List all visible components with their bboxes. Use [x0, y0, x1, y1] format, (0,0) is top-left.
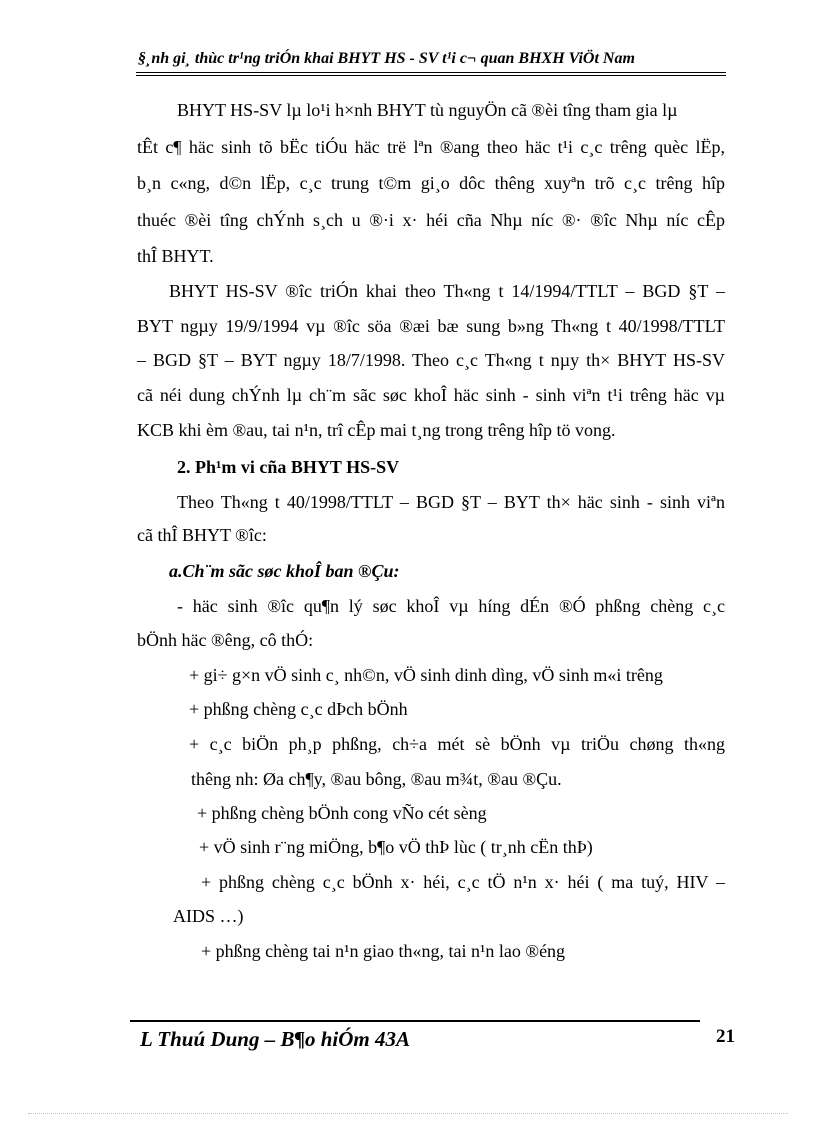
p3-line-1: Theo Th«ng t 40/1998/TTLT – BGD §T – BYT th× häc sinh - sinh viªn: [177, 492, 725, 512]
list-item-3: + c¸c biÖn ph¸p phßng, ch÷a mét sè bÖnh vµ triÖu chøng th«ng: [189, 734, 725, 754]
p2-line-3: – BGD §T – BYT ngµy 18/7/1998. Theo c¸c Th«ng t nµy th× BHYT HS-SV: [137, 350, 725, 370]
p2-line-2: BYT ngµy 19/9/1994 vµ ®îc söa ®æi bæ sung b»ng Th«ng t 40/1998/TTLT: [137, 316, 725, 336]
list-item-6: + phßng chèng c¸c bÖnh x· héi, c¸c tÖ n¹n x· héi ( ma tuý, HIV –: [201, 872, 725, 892]
list-item-3-cont: thêng nh: Øa ch¶y, ®au bông, ®au m¾t, ®au ®Çu.: [191, 769, 562, 789]
subheading-primary-care: a.Ch¨m sãc søc khoÎ ban ®Çu:: [169, 561, 400, 581]
section-heading: 2. Ph¹m vi cña BHYT HS-SV: [177, 457, 400, 477]
header-rule: [136, 72, 726, 73]
p4-line-2: bÖnh häc ®êng, cô thÓ:: [137, 630, 314, 650]
p2-line-1: BHYT HS-SV ®îc triÓn khai theo Th«ng t 14/1994/TTLT – BGD §T –: [169, 281, 725, 301]
footer-rule: [130, 1020, 700, 1022]
footer-author: L Thuú Dung – B¶o hiÓm 43A: [140, 1027, 410, 1051]
p4-line-1: - häc sinh ®îc qu¶n lý søc khoÎ vµ híng dÉn ®Ó phßng chèng c¸c: [177, 596, 725, 616]
p1-line-1: BHYT HS-SV lµ lo¹i h×nh BHYT tù nguyÖn cã ®èi tîng tham gia lµ: [177, 100, 678, 120]
list-item-5: + vÖ sinh r¨ng miÖng, b¶o vÖ thÞ lùc ( tr¸nh cËn thÞ): [199, 837, 593, 857]
list-item-6-cont: AIDS …): [173, 906, 244, 926]
p1-line-5: thÎ BHYT.: [137, 246, 214, 266]
p2-line-4: cã néi dung chÝnh lµ ch¨m sãc søc khoÎ häc sinh - sinh viªn t¹i trêng häc vµ: [137, 385, 725, 405]
page-bottom-dotted-edge: [28, 1113, 788, 1114]
list-item-2: + phßng chèng c¸c dÞch bÖnh: [189, 699, 408, 719]
p3-line-2: cã thÎ BHYT ®îc:: [137, 525, 267, 545]
header-rule-double: [136, 75, 726, 76]
list-item-1: + gi÷ g×n vÖ sinh c¸ nh©n, vÖ sinh dinh dìng, vÖ sinh m«i trêng: [189, 665, 663, 685]
list-item-4: + phßng chèng bÖnh cong vÑo cét sèng: [197, 803, 487, 823]
list-item-7: + phßng chèng tai n¹n giao th«ng, tai n¹n lao ®éng: [201, 941, 566, 961]
p2-line-5: KCB khi èm ®au, tai n¹n, trî cÊp mai t¸ng trong trêng hîp tö vong.: [137, 420, 616, 440]
p1-line-4: thuéc ®èi tîng chÝnh s¸ch u ®·i x· héi cña Nhµ níc ®· ®îc Nhµ níc cÊp: [137, 210, 725, 230]
page-number: 21: [716, 1026, 735, 1047]
running-header: §¸nh gi¸ thùc tr¹ng triÓn khai BHYT HS - SV t¹i c¬ quan BHXH ViÖt Nam: [138, 50, 635, 67]
p1-line-2: tÊt c¶ häc sinh tõ bËc tiÓu häc trë lªn ®ang theo häc t¹i c¸c trêng quèc lËp,: [137, 137, 725, 157]
p1-line-3: b¸n c«ng, d©n lËp, c¸c trung t©m gi¸o dôc thêng xuyªn trõ c¸c trêng hîp: [137, 173, 725, 193]
